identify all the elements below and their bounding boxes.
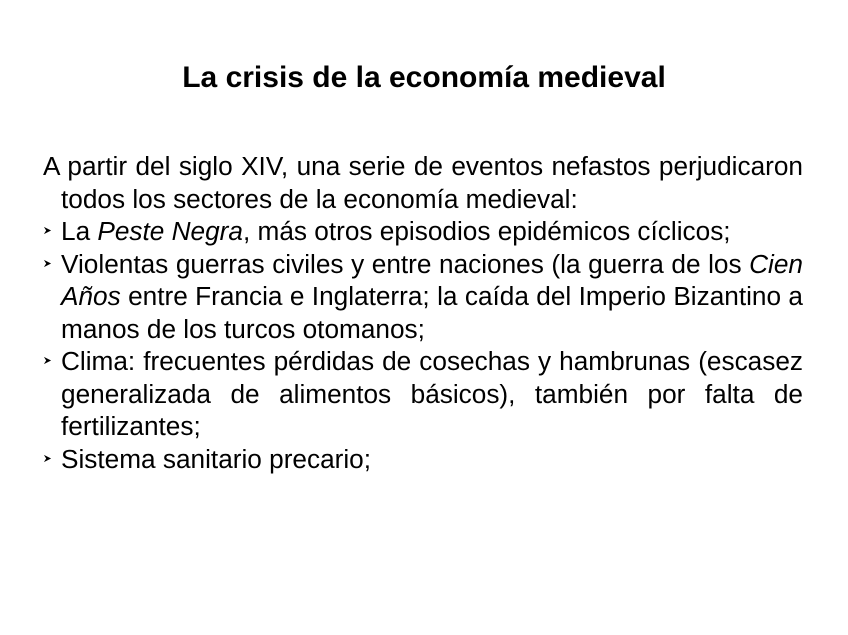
intro-paragraph: A partir del siglo XIV, una serie de eventos nefastos perjudicaron todos los sectores de la economía medieval: bbox=[43, 151, 803, 214]
arrowhead-bullet-icon bbox=[43, 356, 52, 365]
slide-body bbox=[43, 150, 803, 475]
bullet-item bbox=[43, 215, 803, 248]
bullet-emphasis: Cien Años bbox=[61, 248, 803, 311]
bullet-text: entre Francia e Inglaterra; la caída del Imperio Bizantino a manos de los turcos otomanos; bbox=[61, 281, 803, 344]
bullet-item bbox=[43, 443, 803, 476]
slide-title: La crisis de la economía medieval bbox=[182, 61, 666, 94]
bullet-text: Violentas guerras civiles y entre naciones (la guerra de los bbox=[61, 248, 750, 279]
bullet-item bbox=[43, 345, 803, 443]
arrowhead-bullet-icon bbox=[43, 259, 52, 268]
arrowhead-bullet-icon bbox=[43, 226, 52, 235]
arrowhead-bullet-icon bbox=[43, 454, 52, 463]
bullet-item bbox=[43, 248, 803, 346]
bullet-text: Clima: frecuentes pérdidas de cosechas y hambrunas (escasez generalizada de alimentos básicos), también por falta de fertilizantes; bbox=[61, 346, 803, 441]
bullet-text: La bbox=[61, 216, 98, 246]
bullet-text: Sistema sanitario precario; bbox=[61, 443, 372, 474]
bullet-emphasis: Peste Negra bbox=[97, 216, 243, 246]
bullet-list bbox=[43, 215, 803, 475]
bullet-text: , más otros episodios epidémicos cíclicos; bbox=[242, 216, 731, 246]
